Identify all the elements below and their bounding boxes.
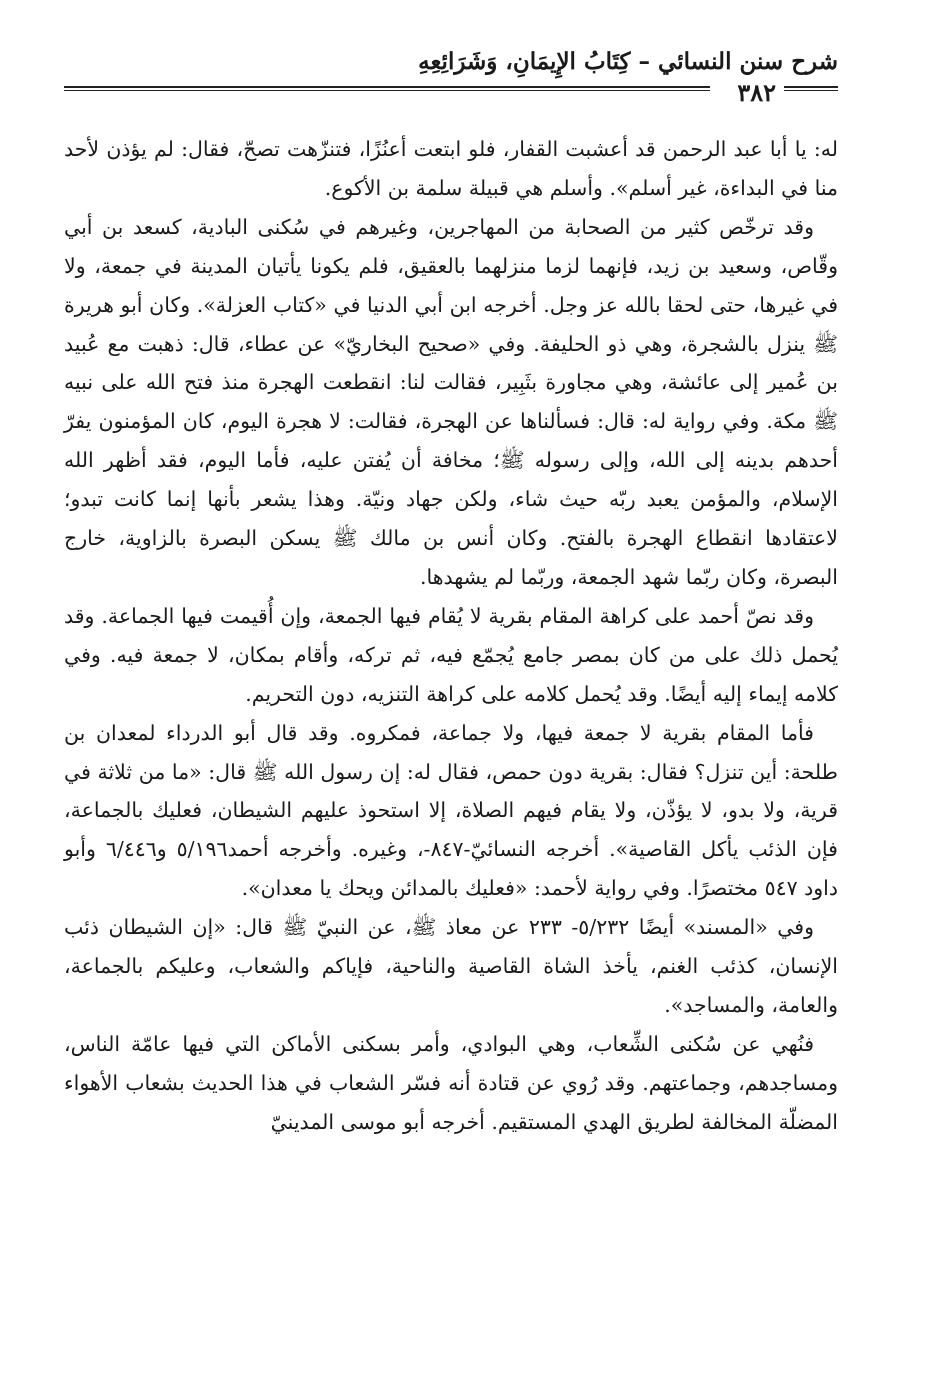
header-rule xyxy=(64,86,710,91)
paragraph-5: وفي «المسند» أيضًا ٥/٢٣٢- ٢٣٣ عن معاذ ﷺ، عن النبيّ ﷺ قال: «إن الشيطان ذئب الإنسان، كذئب الغنم، يأخذ الشاة القاصية والناحية، فإياكم والشعاب، وعليكم بالجماعة، والعامة، والمساجد». xyxy=(64,915,838,1017)
paragraph-1: له: يا أبا عبد الرحمن قد أعشبت القفار، فلو ابتعت أعنُزًا، فتنزّهت تصحّ، فقال: لم يؤذن لأحد منا في البداءة، غير أسلم». وأسلم هي قبيلة سلمة بن الأكوع. xyxy=(64,137,838,200)
paragraph-2: وقد ترخّص كثير من الصحابة من المهاجرين، وغيرهم في سُكنى البادية، كسعد بن أبي وقّاص، وسعيد بن زيد، فإنهما لزما منزلهما بالعقيق، فلم يكونا يأتيان المدينة في جمعة، ولا في غيرها، حتى لحقا بالله عز وجل. أخرجه ابن أبي الدنيا في «كتاب العزلة». وكان أبو هريرة ﷺ ينزل بالشجرة، وهي ذو الحليفة. وفي «صحيح البخاريّ» عن عطاء، قال: ذهبت مع عُبيد بن عُمير إلى عائشة، وهي مجاورة بثَبِير، فقالت لنا: انقطعت الهجرة منذ فتح الله على نبيه ﷺ مكة. وفي رواية له: قال: فسألناها عن الهجرة، فقالت: لا هجرة اليوم، كان المؤمنون يفرّ أحدهم بدينه إلى الله، وإلى رسوله ﷺ؛ مخافة أن يُفتن عليه، فأما اليوم، فقد أظهر الله الإسلام، والمؤمن يعبد ربّه حيث شاء، ولكن جهاد ونيّة. وهذا يشعر بأنها إنما كانت تبدو؛ لاعتقادها انقطاع الهجرة بالفتح. وكان أنس بن مالك ﷺ يسكن البصرة بالزاوية، خارج البصرة، وكان ربّما شهد الجمعة، وربّما لم يشهدها. xyxy=(64,214,838,589)
body-text xyxy=(64,130,838,1142)
running-header xyxy=(64,30,838,107)
header-title: شرح سنن النسائي – كِتَابُ الإِيمَانِ، وَشَرَائِعِهِ xyxy=(418,48,838,75)
book-page xyxy=(64,30,838,107)
page-number: ٣٨٢ xyxy=(729,78,784,107)
paragraph-6: فنُهي عن سُكنى الشِّعاب، وهي البوادي، وأمر بسكنى الأماكن التي فيها عامّة الناس، ومساجدهم، وجماعتهم. وقد رُوي عن قتادة أنه فسّر الشعاب في هذا الحديث بشعاب الأهواء المضلّة المخالفة لطريق الهدي المستقيم. أخرجه أبو موسى المدينيّ xyxy=(64,1031,838,1134)
header-rule-right xyxy=(780,86,838,91)
paragraph-3: وقد نصّ أحمد على كراهة المقام بقرية لا يُقام فيها الجمعة، وإن أُقيمت فيها الجماعة. وقد يُحمل ذلك على من كان بمصر جامع يُجمّع فيه، ثم تركه، وأقام بمكان، لا جمعة فيه. وفي كلامه إيماء إليه أيضًا. وقد يُحمل كلامه على كراهة التنزيه، دون التحريم. xyxy=(64,603,838,706)
paragraph-4: فأما المقام بقرية لا جمعة فيها، ولا جماعة، فمكروه. وقد قال أبو الدرداء لمعدان بن طلحة: أين تنزل؟ فقال: بقرية دون حمص، فقال له: إن رسول الله ﷺ قال: «ما من ثلاثة في قرية، ولا بدو، لا يؤذّن، ولا يقام فيهم الصلاة، إلا استحوذ عليهم الشيطان، فعليك بالجماعة، فإن الذئب يأكل القاصية». أخرجه النسائيّ-٨٤٧-، وغيره. وأخرجه أحمد٥/١٩٦ و٦/٤٤٦ وأبو داود ٥٤٧ مختصرًا. وفي رواية لأحمد: «فعليك بالمدائن ويحك يا معدان». xyxy=(64,720,838,901)
